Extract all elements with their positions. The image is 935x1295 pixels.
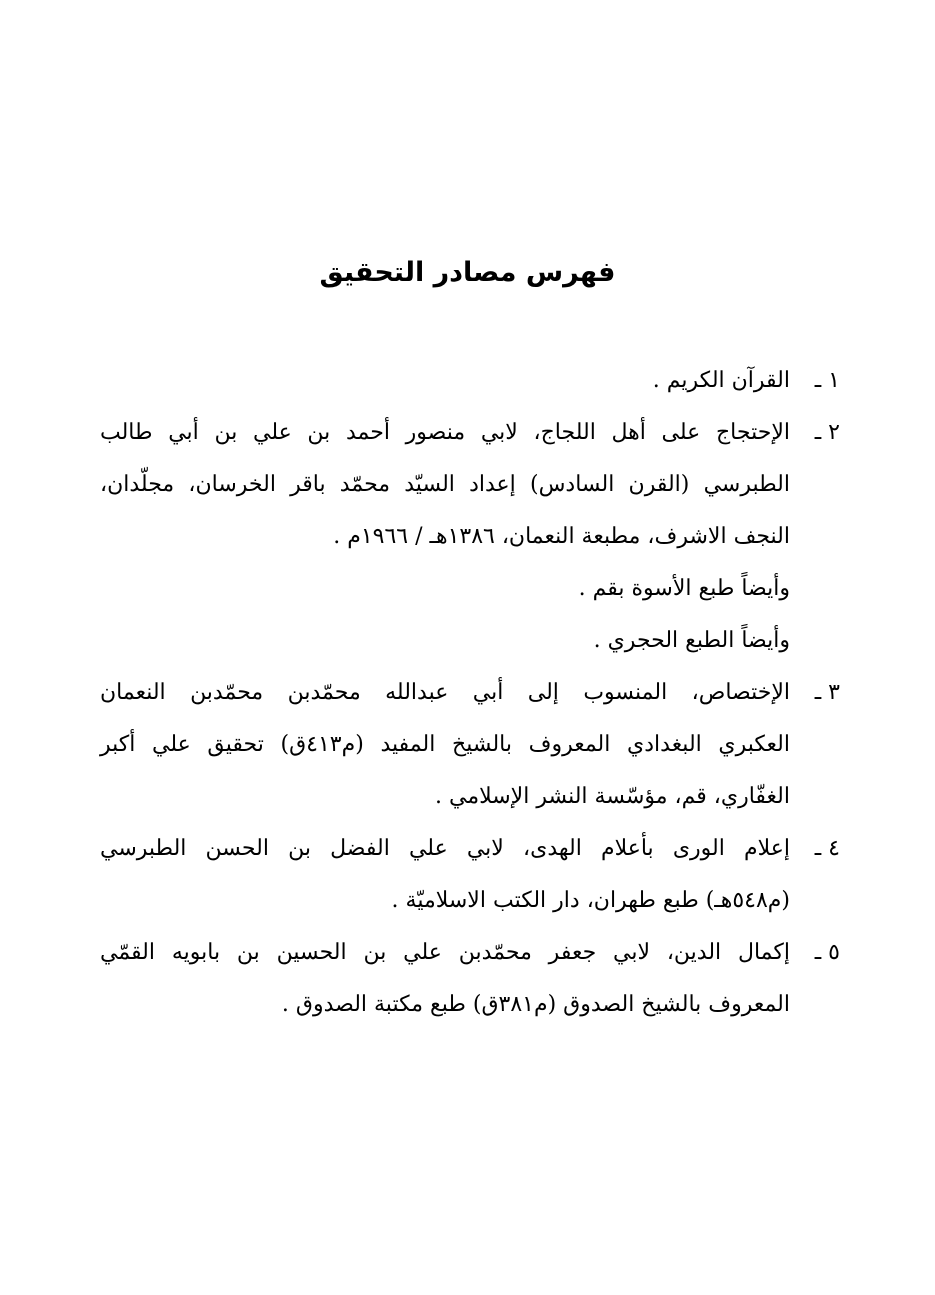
entry-line: الطبرسي (القرن السادس) إعداد السيّد محمّد باقر الخرسان، مجلّدان، xyxy=(100,472,790,497)
source-entry-4 xyxy=(100,823,840,927)
source-entry-2 xyxy=(100,407,840,667)
source-entry-1 xyxy=(100,355,840,407)
entry-line: وأيضاً طبع الأسوة بقم . xyxy=(578,576,790,601)
entry-line: النجف الاشرف، مطبعة النعمان، ١٣٨٦هـ / ١٩٦٦م . xyxy=(333,524,790,549)
entry-line: العكبري البغدادي المعروف بالشيخ المفيد (م٤١٣ق) تحقيق علي أكبر xyxy=(100,732,790,757)
entry-line: الغفّاري، قم، مؤسّسة النشر الإسلامي . xyxy=(435,784,790,809)
entry-number: ٣ ـ xyxy=(814,680,840,705)
entry-number: ٢ ـ xyxy=(814,420,840,445)
entry-line: الإختصاص، المنسوب إلى أبي عبدالله محمّدبن محمّدبن النعمان xyxy=(100,680,790,705)
entry-number: ٥ ـ xyxy=(814,940,840,965)
entry-line: الإحتجاج على أهل اللجاج، لابي منصور أحمد بن علي بن أبي طالب xyxy=(100,420,790,445)
entry-line: إعلام الورى بأعلام الهدى، لابي علي الفضل بن الحسن الطبرسي xyxy=(100,836,790,861)
sources-list xyxy=(100,355,840,1031)
entry-line: إكمال الدين، لابي جعفر محمّدبن علي بن الحسين بن بابويه القمّي xyxy=(100,940,790,965)
page-title: فهرس مصادر التحقيق xyxy=(319,257,616,288)
entry-line: القرآن الكريم . xyxy=(652,368,790,393)
entry-number: ٤ ـ xyxy=(814,836,840,861)
entry-line: وأيضاً الطبع الحجري . xyxy=(593,628,790,653)
entry-line: المعروف بالشيخ الصدوق (م٣٨١ق) طبع مكتبة الصدوق . xyxy=(281,992,790,1017)
source-entry-5 xyxy=(100,927,840,1031)
entry-line: (م٥٤٨هـ) طبع طهران، دار الكتب الاسلاميّة . xyxy=(391,888,790,913)
source-entry-3 xyxy=(100,667,840,823)
entry-number: ١ ـ xyxy=(814,368,840,393)
